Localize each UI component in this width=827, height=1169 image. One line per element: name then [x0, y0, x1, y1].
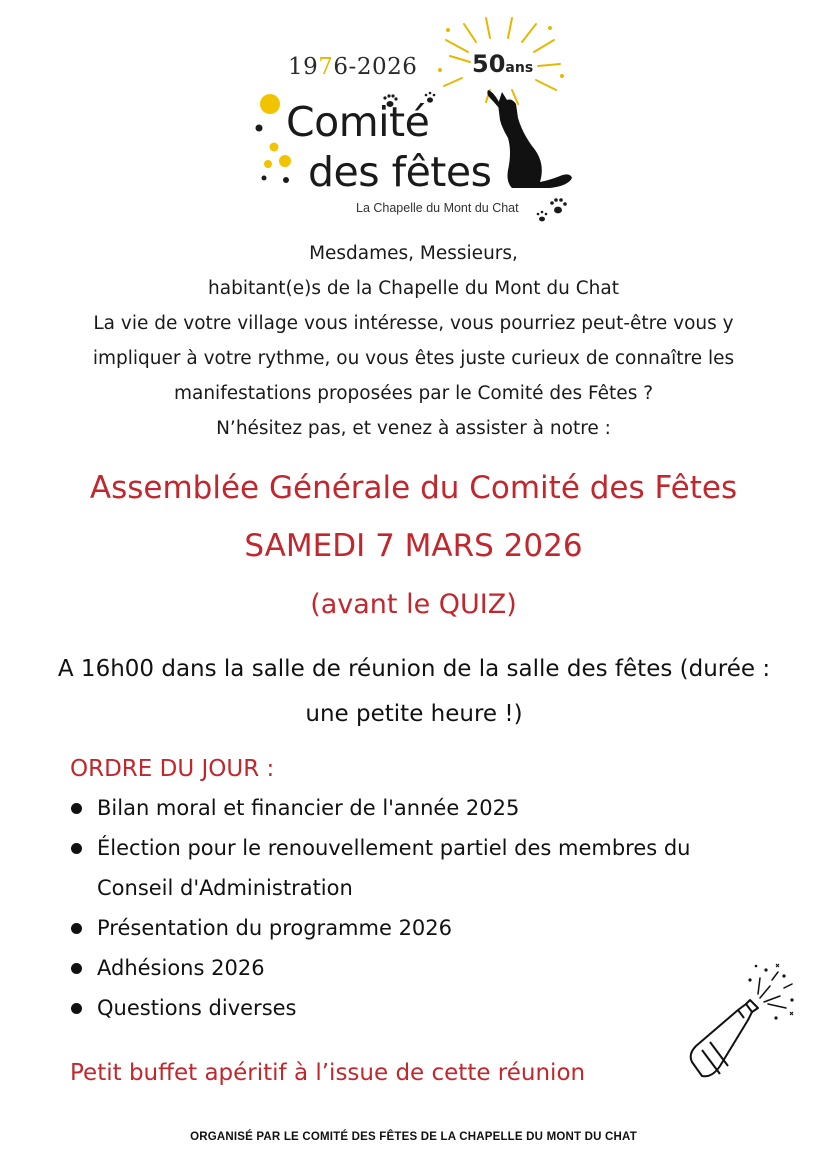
logo-word-comite: Comité — [286, 98, 430, 146]
agenda-item: Bilan moral et financier de l'année 2025 — [70, 788, 770, 828]
agenda-list — [70, 788, 770, 1028]
event-details-line: A 16h00 dans la salle de réunion de la salle des fêtes (durée : — [57, 656, 771, 682]
agenda-title: ORDRE DU JOUR : — [70, 756, 275, 782]
logo-anniversary: 50ans — [472, 50, 534, 78]
intro-line: impliquer à votre rythme, ou vous êtes juste curieux de connaître les — [92, 348, 735, 369]
logo-word-des-fetes: des fêtes — [308, 148, 492, 196]
buffet-note: Petit buffet apéritif à l’issue de cette réunion — [70, 1060, 586, 1086]
intro-line: N’hésitez pas, et venez à assister à notre : — [216, 418, 611, 439]
agenda-item: Questions diverses — [70, 988, 770, 1028]
champagne-bottle-icon — [680, 958, 800, 1098]
logo-years: 1976-2026 — [288, 54, 418, 80]
intro-line: La vie de votre village vous intéresse, vous pourriez peut-être vous y — [93, 313, 734, 334]
intro-line: Mesdames, Messieurs, — [309, 243, 518, 264]
logo — [250, 12, 580, 222]
intro-line: manifestations proposées par le Comité des Fêtes ? — [173, 383, 654, 404]
event-note: (avant le QUIZ) — [310, 589, 517, 620]
agenda-item: Présentation du programme 2026 — [70, 908, 770, 948]
event-details-line: une petite heure !) — [305, 701, 523, 727]
footer-organizer: ORGANISÉ PAR LE COMITÉ DES FÊTES DE LA CHAPELLE DU MONT DU CHAT — [190, 1131, 637, 1143]
event-date: SAMEDI 7 MARS 2026 — [244, 528, 583, 564]
cat-silhouette-icon — [487, 90, 572, 188]
event-details — [14, 647, 814, 737]
agenda-item: Adhésions 2026 — [70, 948, 770, 988]
intro-line: habitant(e)s de la Chapelle du Mont du Chat — [208, 278, 619, 299]
event-title: Assemblée Générale du Comité des Fêtes — [89, 470, 738, 506]
agenda-item: Élection pour le renouvellement partiel des membres du Conseil d'Administration — [70, 828, 770, 908]
logo-subtitle: La Chapelle du Mont du Chat — [356, 201, 519, 215]
intro-text — [0, 236, 827, 446]
